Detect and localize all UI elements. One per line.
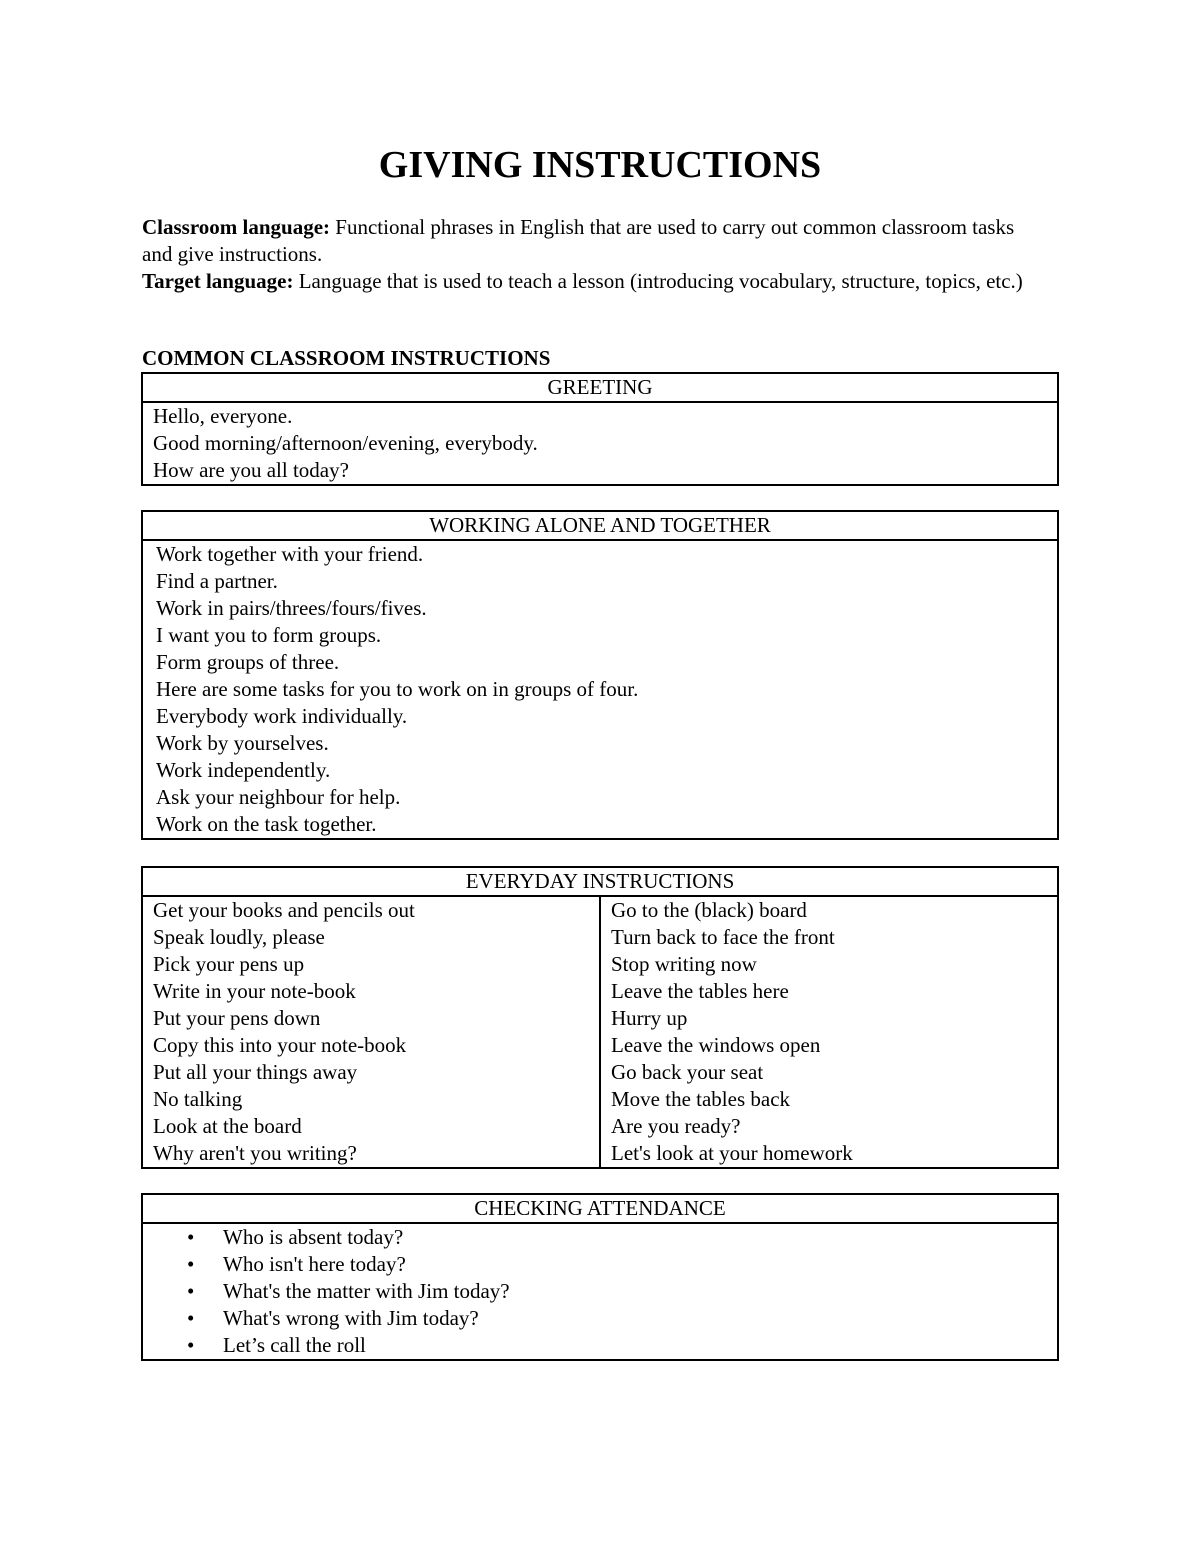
list-item: Hurry up [611,1006,688,1030]
list-item: Good morning/afternoon/evening, everybody. [153,431,538,455]
list-item: Pick your pens up [153,952,305,976]
list-item: Are you ready? [611,1114,741,1138]
list-item: Look at the board [153,1114,302,1138]
list-item: Go to the (black) board [611,898,807,922]
attendance-list [142,1223,1058,1360]
list-item: Turn back to face the front [611,925,835,949]
list-item: Hello, everyone. [153,404,293,428]
list-item: Here are some tasks for you to work on in groups of four. [156,677,639,701]
list-item: Work on the task together. [156,812,377,836]
list-item: Work by yourselves. [156,731,329,755]
list-item: Go back your seat [611,1060,764,1084]
table-header: EVERYDAY INSTRUCTIONS [142,867,1058,896]
working-table [141,510,1059,840]
table-header: CHECKING ATTENDANCE [142,1194,1058,1223]
page-title: GIVING INSTRUCTIONS [378,144,822,186]
everyday-left-column [142,896,600,1168]
bullet-item: • What's the matter with Jim today? [143,1278,1057,1305]
list-item: Everybody work individually. [156,704,408,728]
definition-term: Classroom language: [142,215,331,239]
table-header: GREETING [142,373,1058,402]
definitions [142,214,1042,295]
list-item: Move the tables back [611,1087,791,1111]
list-item: Put all your things away [153,1060,358,1084]
list-item: Ask your neighbour for help. [156,785,401,809]
working-list [142,540,1058,839]
definition-text: Language that is used to teach a lesson (introducing vocabulary, structure, topics, etc.) [293,269,1023,293]
bullet-item: • Who isn't here today? [143,1251,1057,1278]
bullet-item: • What's wrong with Jim today? [143,1305,1057,1332]
list-item: How are you all today? [153,458,349,482]
definition-text: Functional phrases in English that are used to carry out common classroom tasks and give instructions. [142,215,1015,266]
attendance-table [141,1193,1059,1361]
list-item: Copy this into your note-book [153,1033,407,1057]
greeting-list [142,402,1058,485]
bullet-item: • Let’s call the roll [143,1332,1057,1359]
greeting-table [141,372,1059,486]
definition-term: Target language: [142,269,294,293]
bullet-list [143,1224,1057,1359]
list-item: Stop writing now [611,952,757,976]
list-item: Form groups of three. [156,650,340,674]
everyday-table [141,866,1059,1169]
list-item: Leave the tables here [611,979,789,1003]
definition-classroom-language [142,214,1042,268]
list-item: Work independently. [156,758,331,782]
list-item: Let's look at your homework [611,1141,853,1165]
bullet-item: • Who is absent today? [143,1224,1057,1251]
table-header: WORKING ALONE AND TOGETHER [142,511,1058,540]
list-item: Leave the windows open [611,1033,821,1057]
list-item: Work in pairs/threes/fours/fives. [156,596,427,620]
list-item: Work together with your friend. [156,542,424,566]
list-item: I want you to form groups. [156,623,382,647]
list-item: Put your pens down [153,1006,321,1030]
list-item: Get your books and pencils out [153,898,415,922]
list-item: Find a partner. [156,569,278,593]
list-item: No talking [153,1087,243,1111]
definition-target-language [142,268,1042,295]
everyday-right-column [600,896,1058,1168]
section-heading: COMMON CLASSROOM INSTRUCTIONS [142,346,551,370]
list-item: Speak loudly, please [153,925,325,949]
list-item: Why aren't you writing? [153,1141,357,1165]
list-item: Write in your note-book [153,979,356,1003]
